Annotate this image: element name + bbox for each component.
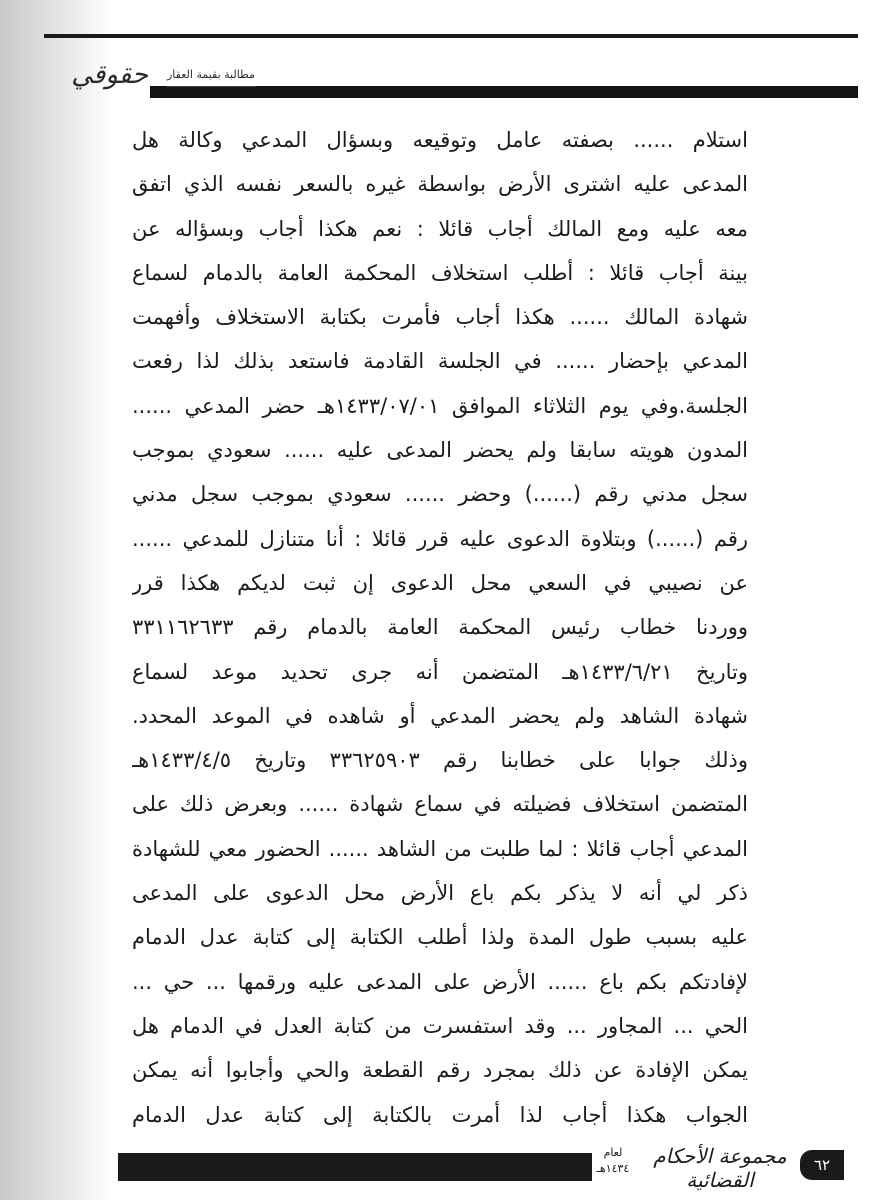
scan-binding-shadow <box>0 0 112 1200</box>
body-line: رقم (......) وبتلاوة الدعوى عليه قرر قائلا : أنا متنازل للمدعي ...... <box>132 526 748 551</box>
footer-year <box>592 1145 634 1185</box>
body-line: شهادة الشاهد ولم يحضر المدعي أو شاهده في الموعد المحدد. <box>132 703 748 728</box>
body-line: المدعي أجاب قائلا : لما طلبت من الشاهد ...... الحضور معي للشهادة <box>132 836 748 861</box>
body-text <box>132 118 748 1137</box>
body-line: ذكر لي أنه لا يذكر بكم باع الأرض محل الدعوى على المدعى <box>132 881 748 906</box>
page-number: ٦٢ <box>813 1156 831 1174</box>
footer-book-title: مجموعة الأحكام القضائية <box>653 1144 787 1192</box>
footer-rule <box>118 1153 592 1181</box>
page-top-rule <box>44 34 858 38</box>
body-line: الحي ... المجاور ... وقد استفسرت من كتابة العدل في الدمام هل <box>132 1013 748 1038</box>
body-line: يمكن الإفادة عن ذلك بمجرد رقم القطعة والحي وأجابوا أنه يمكن <box>132 1058 748 1083</box>
body-line: وتاريخ ١٤٣٣/٦/٢١هـ المتضمن أنه جرى تحديد موعد لسماع <box>132 659 748 684</box>
running-header-title: حقوقي <box>71 60 148 90</box>
body-line: وذلك جوابا على خطابنا رقم ٣٣٦٢٥٩٠٣ وتاريخ ١٤٣٣/٤/٥هـ <box>132 748 748 773</box>
body-line: استلام ...... بصفته عامل وتوقيعه وبسؤال المدعي وكالة هل <box>132 128 748 152</box>
body-line: الجواب هكذا أجاب لذا أمرت بالكتابة إلى كتابة عدل الدمام <box>132 1102 748 1127</box>
body-line: لإفادتكم بكم باع ...... الأرض على المدعى عليه ورقمها ... حي ... <box>132 969 748 994</box>
footer-year-label: لعام <box>603 1146 623 1159</box>
body-line: معه عليه ومع المالك أجاب قائلا : نعم هكذا أجاب وبسؤاله عن <box>132 216 748 241</box>
body-line: بينة أجاب قائلا : أطلب استخلاف المحكمة العامة بالدمام لسماع <box>132 260 748 285</box>
body-line: عليه بسبب طول المدة ولذا أطلب الكتابة إلى كتابة عدل الدمام <box>132 925 748 950</box>
body-line: الجلسة.وفي يوم الثلاثاء الموافق ١٤٣٣/٠٧/٠١هـ حضر المدعي ...... <box>132 393 748 418</box>
body-line: المدون هويته سابقا ولم يحضر المدعى عليه ...... سعودي بموجب <box>132 438 748 463</box>
body-line: ووردنا خطاب رئيس المحكمة العامة بالدمام رقم ٣٣١١٦٢٦٣٣ <box>132 615 748 640</box>
body-line: المدعي بإحضار ...... في الجلسة القادمة فاستعد بذلك لذا رفعت <box>132 349 748 374</box>
body-line: عن نصيبي في السعي محل الدعوى إن ثبت لديكم هكذا قرر <box>132 570 748 595</box>
body-line: المدعى عليه اشترى الأرض بواسطة غيره بالسعر نفسه الذي اتفق <box>132 172 748 197</box>
running-header-subtitle: مطالبة بقيمة العقار <box>166 68 256 87</box>
footer-year-value: ١٤٣٤هـ <box>596 1162 630 1175</box>
body-line: سجل مدني رقم (......) وحضر ...... سعودي بموجب سجل مدني <box>132 482 748 507</box>
body-line: شهادة المالك ...... هكذا أجاب فأمرت بكتابة الاستخلاف وأفهمت <box>132 305 748 330</box>
body-line: المتضمن استخلاف فضيلته في سماع شهادة ...... وبعرض ذلك على <box>132 792 748 817</box>
header-rule <box>150 86 858 98</box>
